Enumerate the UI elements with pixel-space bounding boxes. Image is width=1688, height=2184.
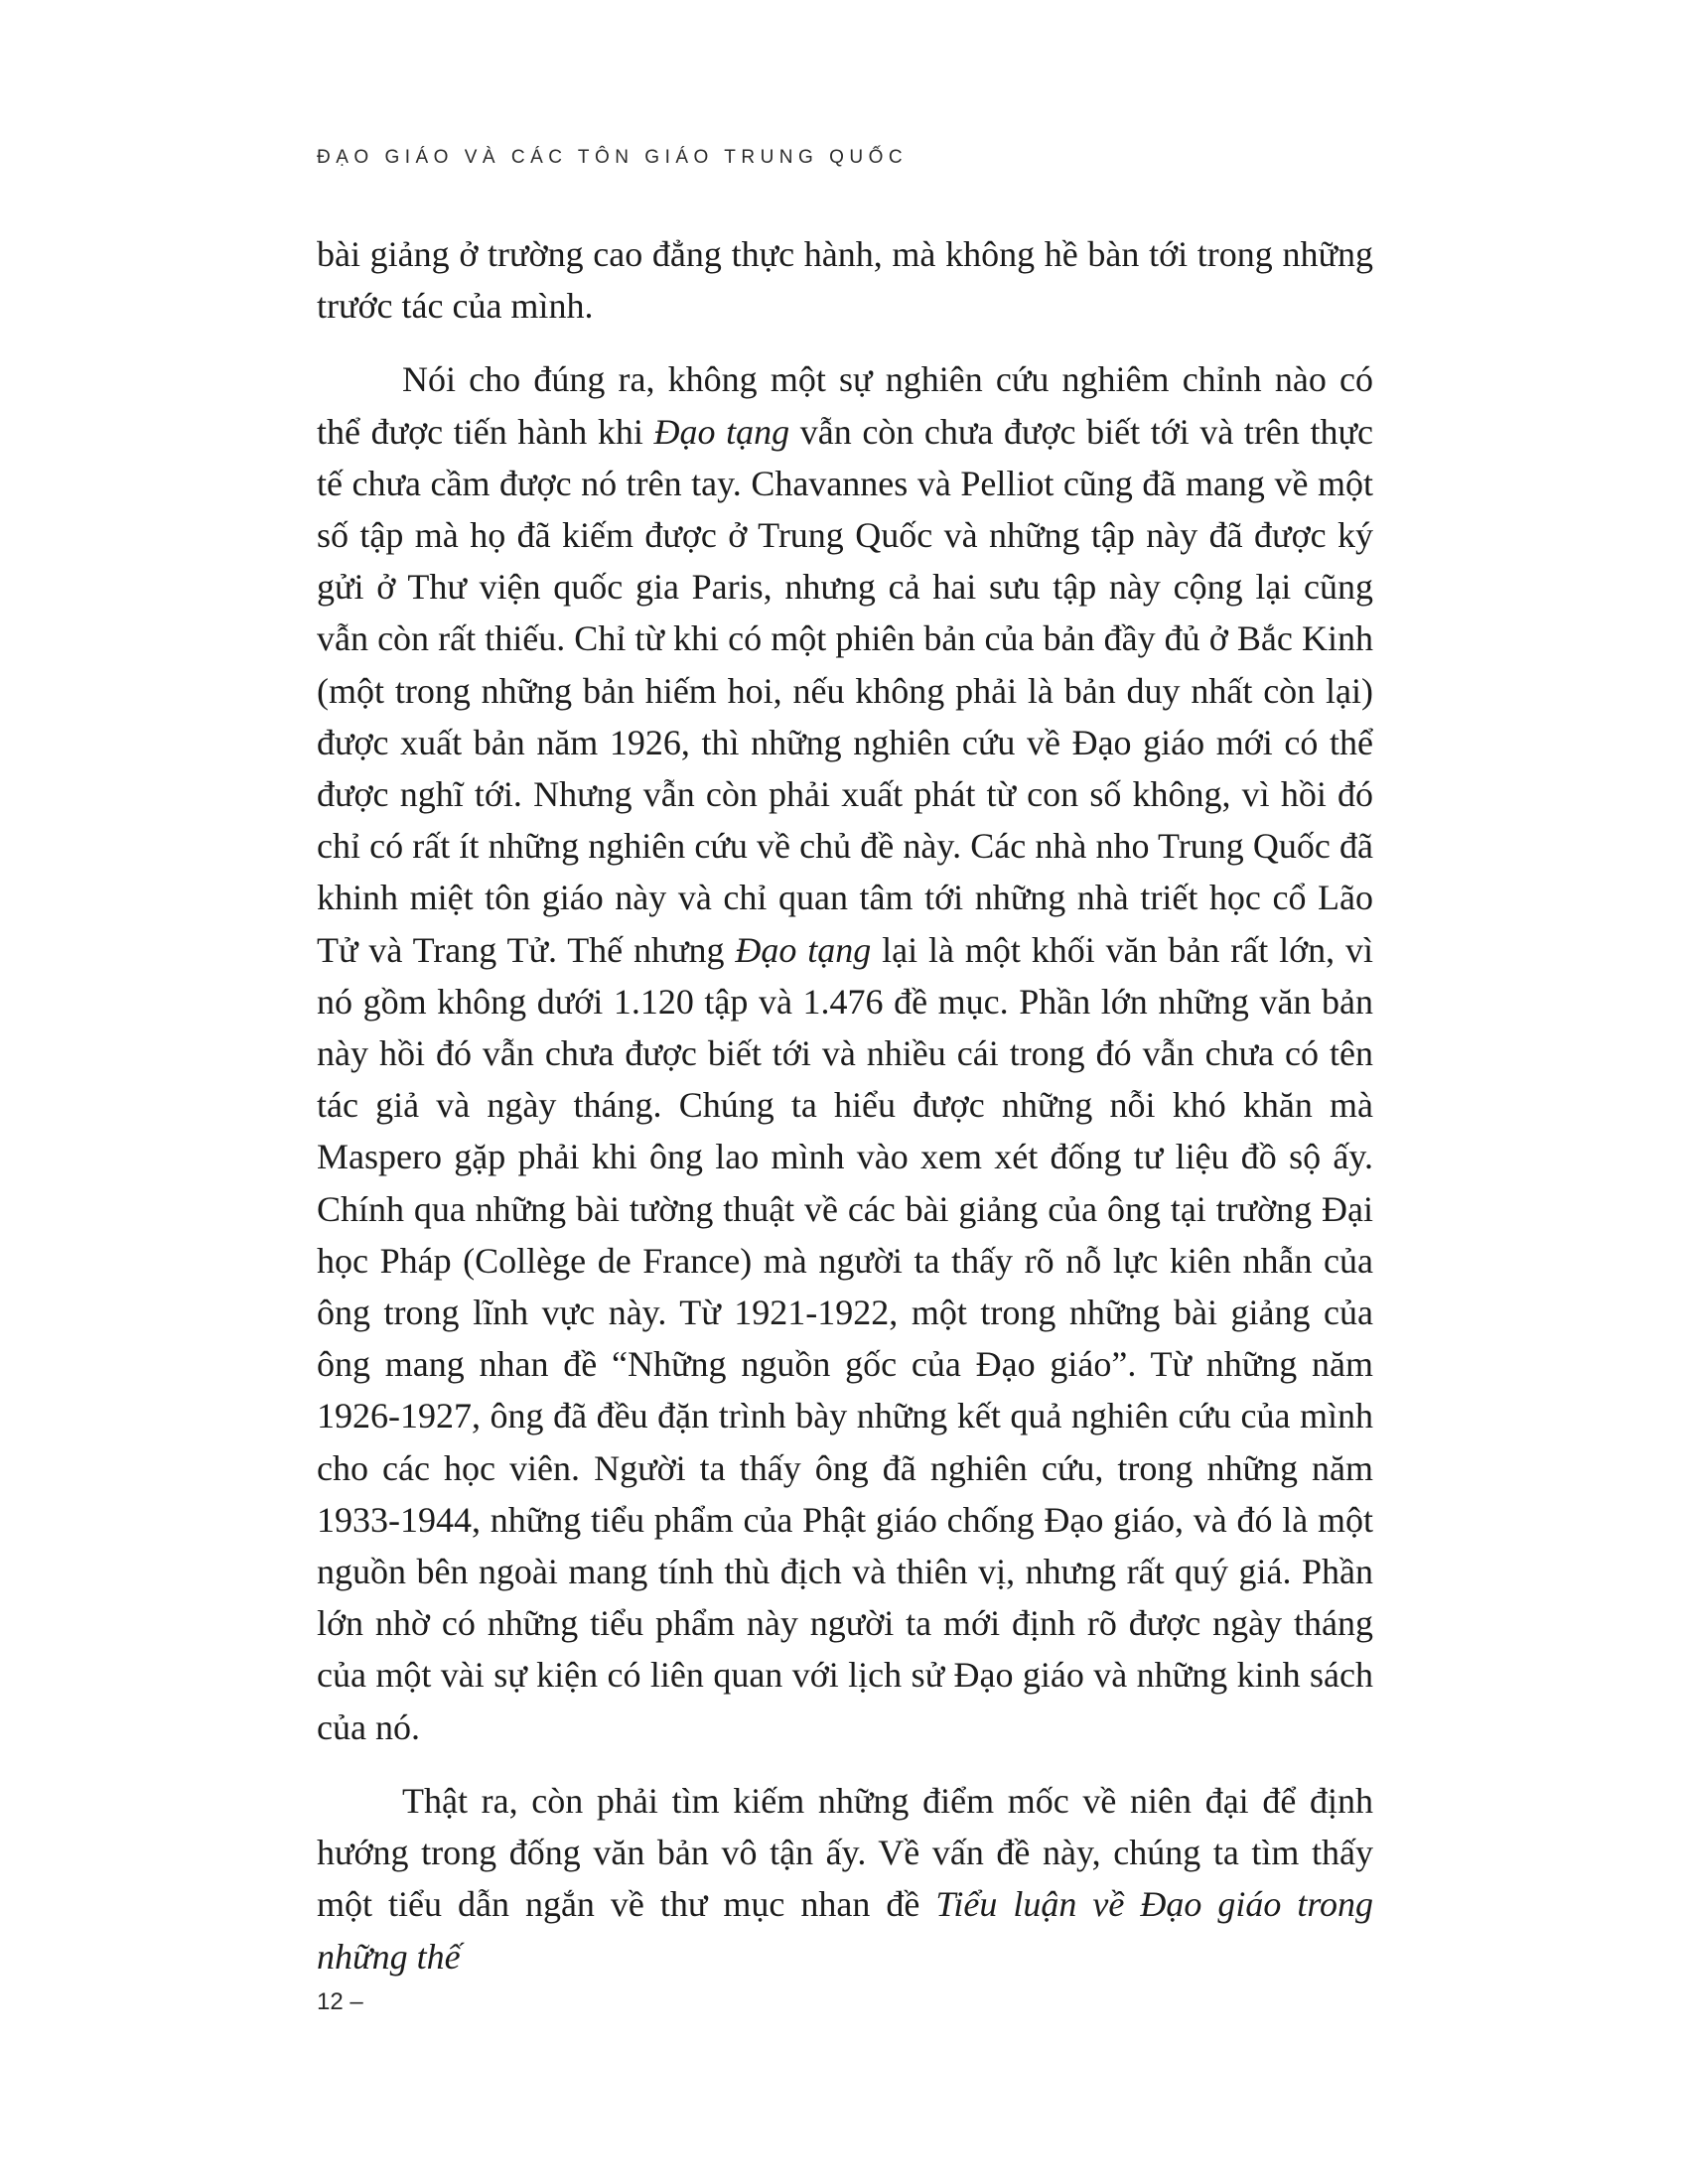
paragraph-2-text-c: lại là một khối văn bản rất lớn, vì nó gồm không dưới 1.120 tập và 1.476 đề mục. Phần lớn những văn bản này hồi đó vẫn chưa được biết tới và nhiều cái trong đó vẫn chưa có tên tác giả và ngày tháng. Chúng ta hiểu được những nỗi khó khăn mà Maspero gặp phải khi ông lao mình vào xem xét đống tư liệu đồ sộ ấy. Chính qua những bài tường thuật về các bài giảng của ông tại trường Đại học Pháp (Collège de France) mà người ta thấy rõ nỗ lực kiên nhẫn của ông trong lĩnh vực này. Từ 1921-1922, một trong những bài giảng của ông mang nhan đề “Những nguồn gốc của Đạo giáo”. Từ những năm 1926-1927, ông đã đều đặn trình bày những kết quả nghiên cứu của mình cho các học viên. Người ta thấy ông đã nghiên cứu, trong những năm 1933-1944, những tiểu phẩm của Phật giáo chống Đạo giáo, và đó là một nguồn bên ngoài mang tính thù địch và thiên vị, nhưng rất quý giá. Phần lớn nhờ có những tiểu phẩm này người ta mới định rõ được ngày tháng của một vài sự kiện có liên quan với lịch sử Đạo giáo và những kinh sách của nó. <box>317 929 1374 1747</box>
paragraph-2-text-a: Nói cho đúng ra, không một sự nghiên cứu nghiêm chỉnh nào có thể được tiến hành khi <box>317 359 1373 452</box>
page-number: 12 – <box>317 1988 363 2015</box>
paragraph-2-text-b: vẫn còn chưa được biết tới và trên thực tế chưa cầm được nó trên tay. Chavannes và Pelliot cũng đã mang về một số tập mà họ đã kiếm được ở Trung Quốc và những tập này đã được ký gửi ở Thư viện quốc gia Paris, nhưng cả hai sưu tập này cộng lại cũng vẫn còn rất thiếu. Chỉ từ khi có một phiên bản của bản đầy đủ ở Bắc Kinh (một trong những bản hiếm hoi, nếu không phải là bản duy nhất còn lại) được xuất bản năm 1926, thì những nghiên cứu về Đạo giáo mới có thể được nghĩ tới. Nhưng vẫn còn phải xuất phát từ con số không, vì hồi đó chỉ có rất ít những nghiên cứu về chủ đề này. Các nhà nho Trung Quốc đã khinh miệt tôn giáo này và chỉ quan tâm tới những nhà triết học cổ Lão Tử và Trang Tử. Thế nhưng <box>317 411 1373 970</box>
paragraph-3-text: Thật ra, còn phải tìm kiếm những điểm mốc về niên đại để định hướng trong đống văn bản vô tận ấy. Về vấn đề này, chúng ta tìm thấy một tiểu dẫn ngắn về thư mục nhan đề <box>317 1780 1373 1925</box>
body-text <box>317 228 1373 2004</box>
paragraph-3 <box>317 1775 1373 1982</box>
paragraph-2 <box>317 353 1373 1752</box>
running-header: ĐẠO GIÁO VÀ CÁC TÔN GIÁO TRUNG QUỐC <box>317 147 909 168</box>
paragraph-1 <box>317 228 1373 332</box>
book-title-tieu-luan: Tiểu luận về Đạo giáo trong những thế <box>317 1884 1373 1977</box>
paragraph-1-text: bài giảng ở trường cao đẳng thực hành, mà không hề bàn tới trong những trước tác của mình. <box>317 234 1373 327</box>
book-title-dao-tang: Đạo tạng <box>653 411 790 452</box>
book-title-dao-tang: Đạo tạng <box>735 929 872 970</box>
